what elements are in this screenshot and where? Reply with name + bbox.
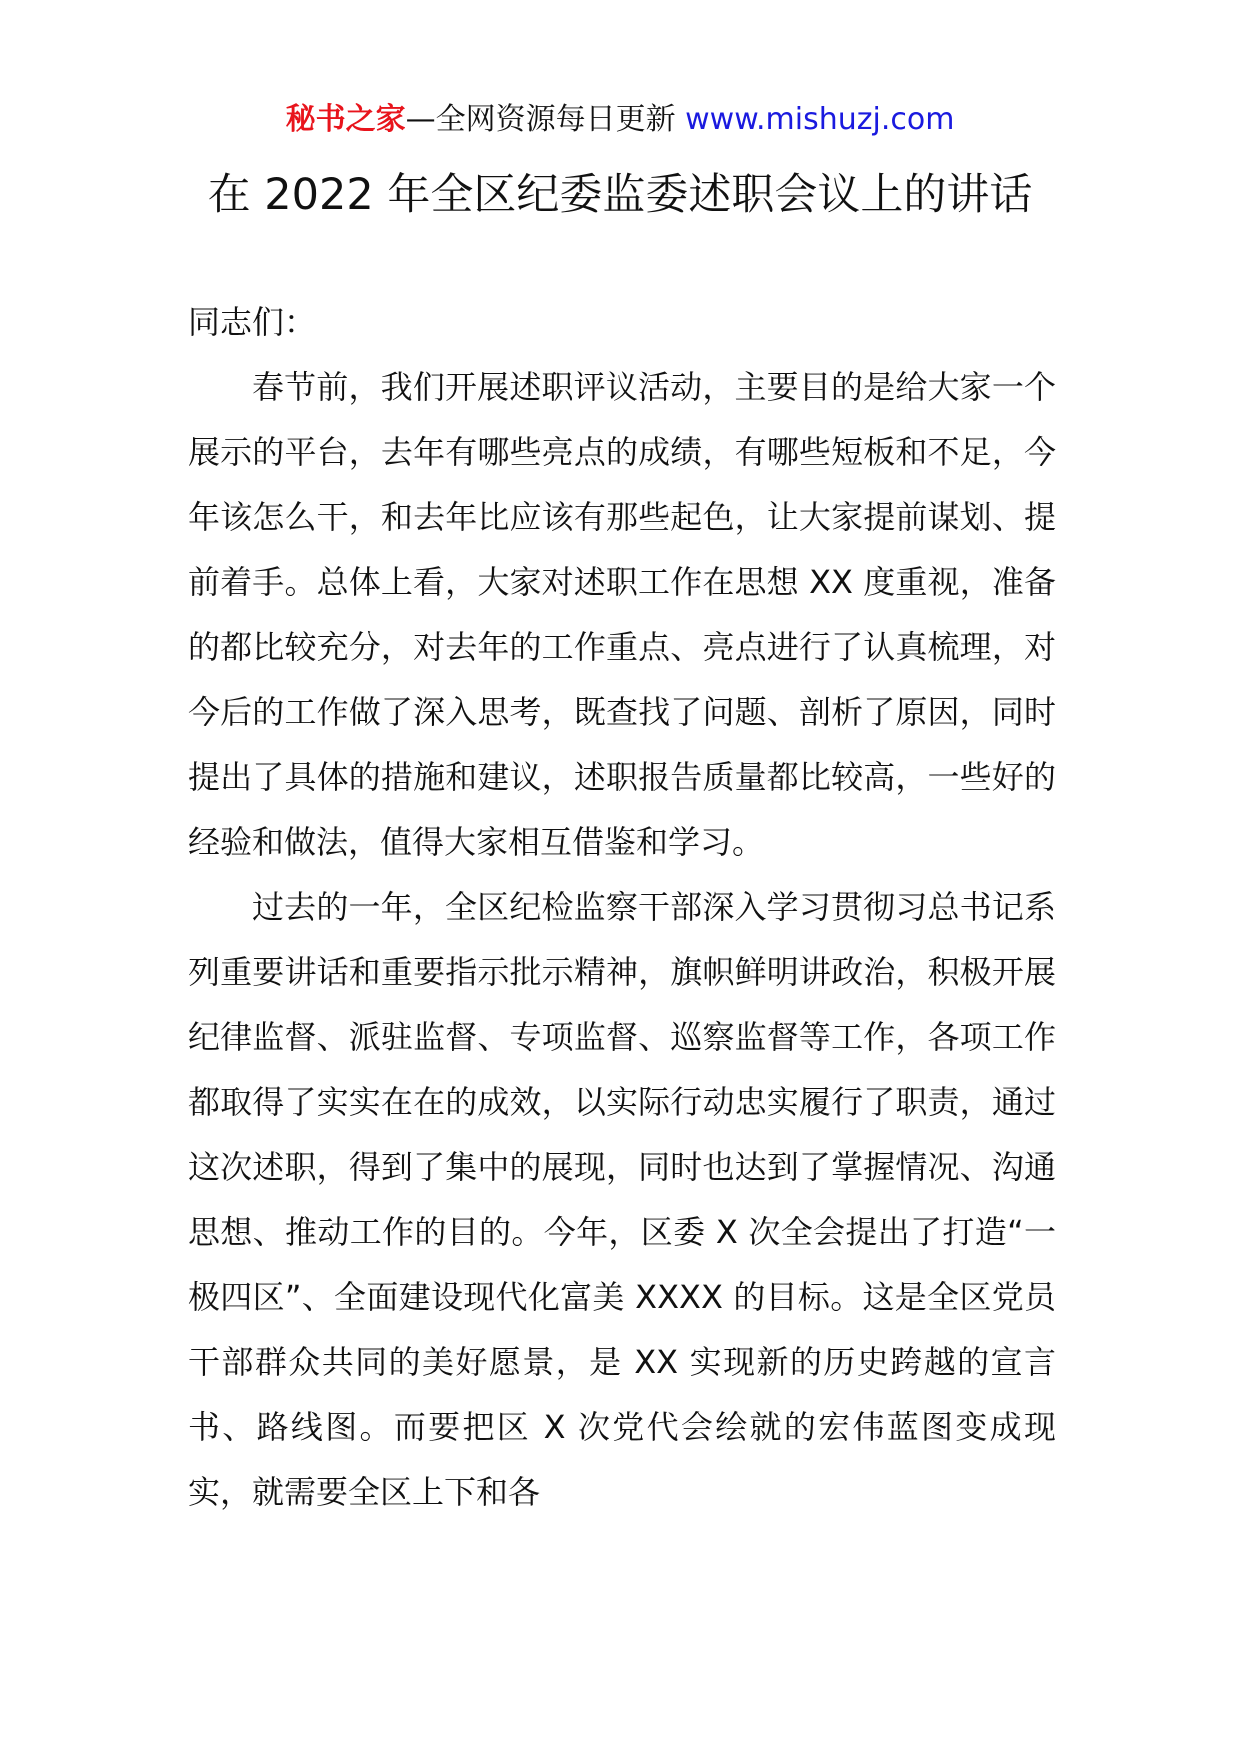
site-header <box>0 100 1240 140</box>
site-url-link[interactable]: www.mishuzj.com <box>685 102 955 137</box>
site-tagline: —全网资源每日更新 <box>405 102 686 137</box>
salutation: 同志们： <box>188 303 317 341</box>
document-body <box>188 290 1056 1525</box>
brand-name: 秘书之家 <box>285 102 406 137</box>
paragraph: 过去的一年，全区纪检监察干部深入学习贯彻习总书记系列重要讲话和重要指示批示精神，旗帜鲜明讲政治，积极开展纪律监督、派驻监督、专项监督、巡察监督等工作，各项工作都取得了实实在在的成效，以实际行动忠实履行了职责，通过这次述职，得到了集中的展现，同时也达到了掌握情况、沟通思想、推动工作的目的。今年，区委 X 次全会提出了打造“一极四区”、全面建设现代化富美 XXXX 的目标。这是全区党员干部群众共同的美好愿景，是 XX 实现新的历史跨越的宣言书、路线图。而要把区 X 次党代会绘就的宏伟蓝图变成现实，就需要全区上下和各 <box>188 888 1056 1511</box>
paragraph: 春节前，我们开展述职评议活动，主要目的是给大家一个展示的平台，去年有哪些亮点的成绩，有哪些短板和不足，今年该怎么干，和去年比应该有那些起色，让大家提前谋划、提前着手。总体上看，大家对述职工作在思想 XX 度重视，准备的都比较充分，对去年的工作重点、亮点进行了认真梳理，对今后的工作做了深入思考，既查找了问题、剖析了原因，同时提出了具体的措施和建议，述职报告质量都比较高，一些好的经验和做法，值得大家相互借鉴和学习。 <box>188 368 1056 861</box>
document-title: 在 2022 年全区纪委监委述职会议上的讲话 <box>207 170 1033 220</box>
